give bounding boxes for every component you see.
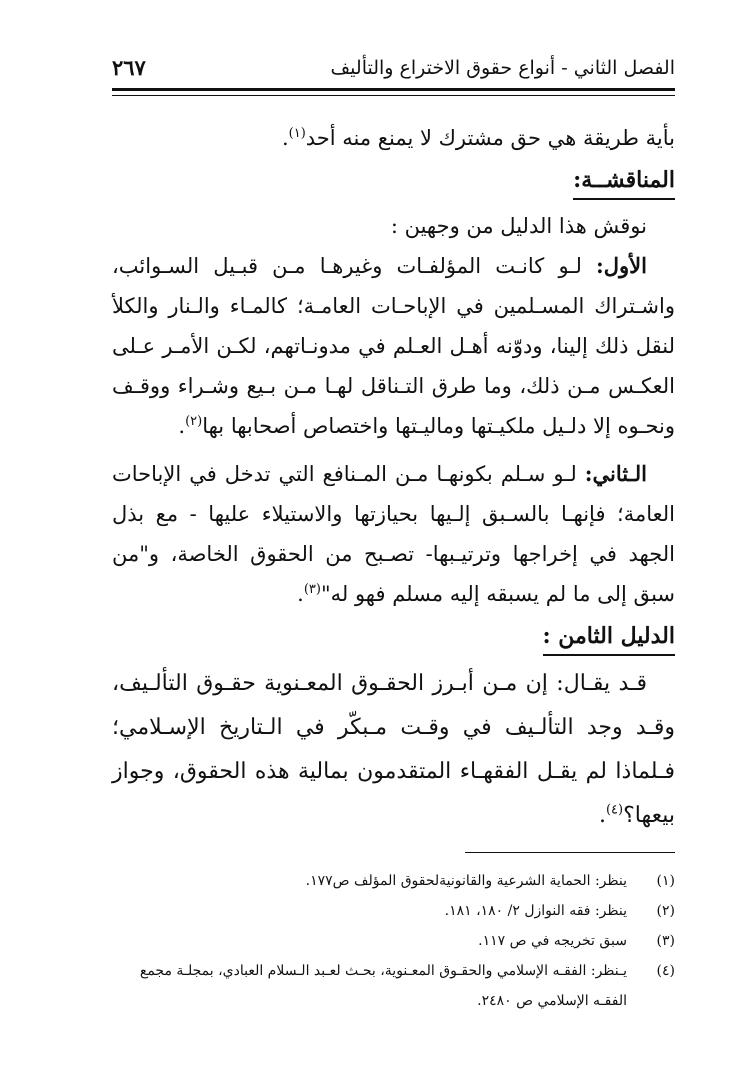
chapter-title: الفصل الثاني - أنواع حقوق الاختراع والتأليف	[330, 57, 675, 79]
footnote-text: ينظر: فقه النوازل ٢/ ١٨٠، ١٨١.	[444, 903, 627, 919]
footnote-number: (٢)	[656, 903, 675, 919]
footnote-ref-2: (٢)	[185, 414, 203, 429]
footnote-2	[112, 896, 675, 926]
running-header	[112, 42, 675, 80]
footnote-3	[112, 926, 675, 956]
footnote-separator	[465, 852, 675, 853]
header-rule-thick	[112, 88, 675, 91]
eighth-proof-heading: الدليل الثامن :	[543, 618, 676, 656]
eighth-heading-wrap	[112, 614, 675, 662]
footnote-number: (١)	[656, 873, 675, 889]
footnote-ref-3: (٣)	[303, 582, 321, 597]
footnote-1	[112, 866, 675, 896]
footnote-text: سبق تخريجه في ص ١١٧.	[478, 933, 627, 949]
second-point-text: لـو سـلم بكونهـا مـن المـنافع التي تدخل في الإباحات العامة؛ فإنهـا بالسـبق إلـيها بحيازتها والاستيلاء عليها - مع بذل الجهد في إخراجها وترتيـبها- تصـبح من الحقوق الخاصة، و"من سبق إلى ما لم يسبقه إليه مسلم فهو له"	[112, 462, 675, 606]
footnote-4	[112, 956, 675, 1016]
opening-line: بأية طريقة هي حق مشترك لا يمنع منه أحد$^{(١)}$.	[281, 126, 675, 150]
footnote-ref-4: (٤)	[605, 802, 624, 818]
first-point-lead: الأول:	[596, 253, 647, 278]
second-point: الـثاني: لـو سـلم بكونهـا مـن المـنافع التي تدخل في الإباحات العامة؛ فإنهـا بالسـبق إلـيها بحيازتها والاستيلاء عليها - مع بذل الجهد في إخراجها وترتيـبها- تصـبح من الحقوق الخاصة، و"من سبق إلى ما لم يسبقه إليه مسلم فهو له"$^{(٣)}$.	[112, 461, 675, 606]
main-text	[112, 118, 675, 838]
eighth-proof-text: قـد يقـال: إن مـن أبـرز الحقـوق المعـنوية حقـوق التألـيف، وقـد وجد التألـيف في وقـت مـبكّر في الـتاريخ الإسـلامي؛ فـلماذا لم يقـل الفقهـاء المتقدمون بمالية هذه الحقوق، وجواز بيعها؟$^{(٤)}$.	[112, 671, 675, 828]
footnote-text: ينظر: الحماية الشرعية والقانونيةلحقوق المؤلف ص١٧٧.	[305, 873, 627, 889]
discussion-heading: المناقشــة:	[573, 162, 675, 200]
footnote-number: (٤)	[656, 963, 675, 979]
first-point-text: لـو كانـت المؤلفـات وغيرهـا مـن قبـيل السـوائب، واشـتراك المسـلمين في الإباحـات العامـة؛ كالمـاء والـنار والكلأ لنقل ذلك إلينا، ودوّنه أهـل العـلم في مدونـاتهم، لكـن الأمـر عـلى العكـس مـن ذلك، وما طرق التـناقل لهـا مـن بـيع وشـراء ووقـف ونحـوه إلا دلـيل ملكيـتها وماليـتها واختصاص أصحابها بها	[112, 254, 675, 438]
first-point: الأول: لـو كانـت المؤلفـات وغيرهـا مـن قبـيل السـوائب، واشـتراك المسـلمين في الإباحـات العامـة؛ كالمـاء والـنار والكلأ لنقل ذلك إلينا، ودوّنه أهـل العـلم في مدونـاتهم، لكـن الأمـر عـلى العكـس مـن ذلك، وما طرق التـناقل لهـا مـن بـيع وشـراء ووقـف ونحـوه إلا دلـيل ملكيـتها وماليـتها واختصاص أصحابها بها$^{(٢)}$.	[112, 253, 675, 438]
spacer	[112, 446, 675, 454]
second-point-lead: الـثاني:	[584, 461, 647, 486]
header-rule-thin	[112, 95, 675, 96]
discussion-intro: نوقش هذا الدليل من وجهين :	[390, 214, 647, 238]
footnote-ref-1: (١)	[288, 126, 306, 141]
page-number: ٢٦٧	[112, 55, 146, 80]
footnote-text: يـنظر: الفقـه الإسلامي والحقـوق المعـنوية، بحـث لعـبد الـسلام العبادي، بمجلـة مجمع الفقـه الإسلامي ص ٢٤٨٠.	[139, 963, 627, 1009]
footnote-number: (٣)	[656, 933, 675, 949]
discussion-heading-wrap	[112, 158, 675, 206]
footnotes	[112, 866, 675, 1016]
